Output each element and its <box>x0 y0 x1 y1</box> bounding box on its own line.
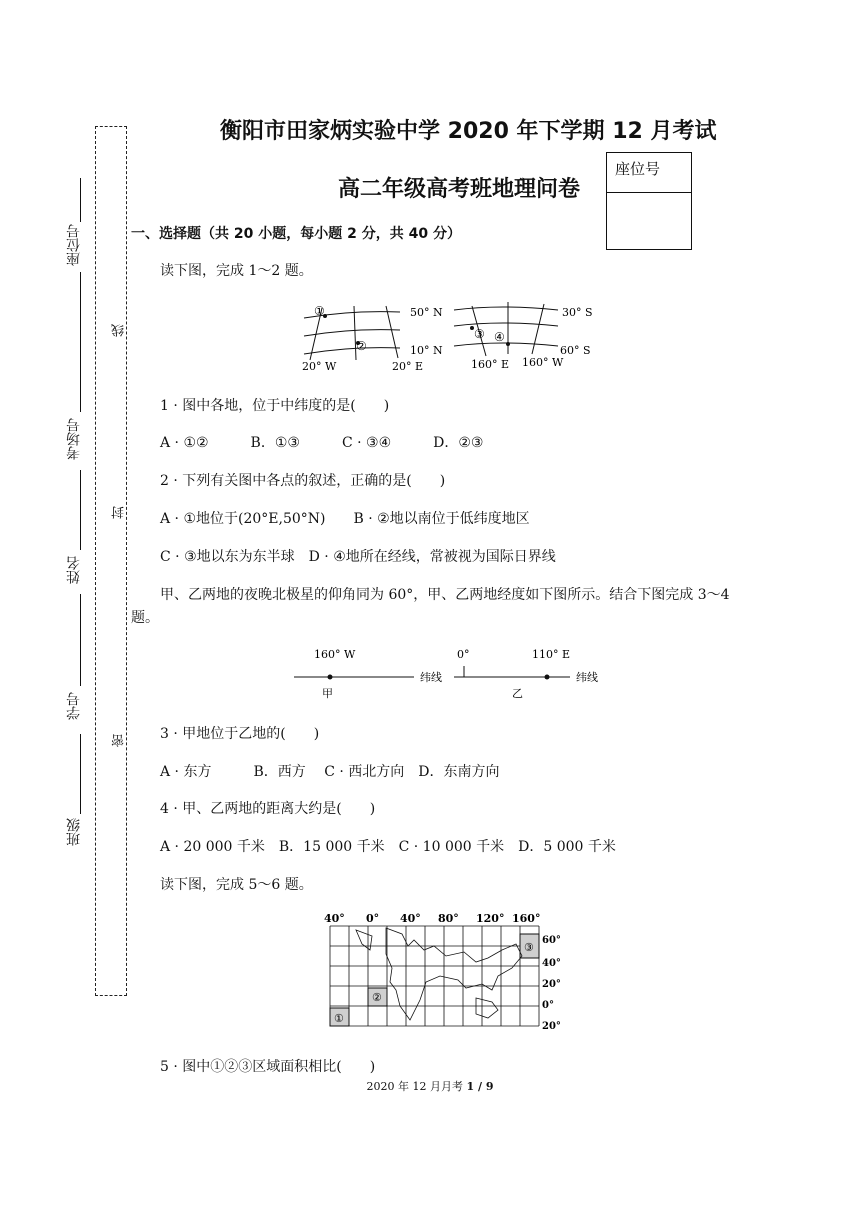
fig3-lon-120e: 120° <box>476 912 505 925</box>
seal-char-line: 线 <box>112 324 127 337</box>
fig1-point-4: ④ <box>494 330 505 344</box>
fig3-lat-60n: 60° <box>542 935 561 946</box>
fig1-point-2: ② <box>356 339 367 353</box>
fig1-lat-60s: 60° S <box>560 344 591 357</box>
question-3-stem: 3 · 甲地位于乙地的( ) <box>160 726 320 742</box>
fig1-point-1: ① <box>314 304 325 318</box>
intro-q3-4: 甲、乙两地的夜晚北极星的仰角同为 60°，甲、乙两地经度如下图所示。结合下图完成 3～4 题。 <box>131 587 730 626</box>
section-heading: 一、选择题（共 20 小题，每小题 2 分，共 40 分） <box>131 226 461 242</box>
fig3-lon-80e: 80° <box>438 912 459 925</box>
question-2-options-cd: C · ③地以东为东半球 D · ④地所在经线，常被视为国际日界线 <box>160 549 556 565</box>
question-2-stem: 2 · 下列有关图中各点的叙述，正确的是( ) <box>160 473 446 489</box>
binding-dashed-box <box>95 126 127 996</box>
seat-number-box <box>606 152 692 250</box>
question-3-options: A · 东方 B．西方 C · 西北方向 D．东南方向 <box>160 764 500 780</box>
fig2-jia-lon: 160° W <box>314 648 356 661</box>
fig1-point-3: ③ <box>474 327 485 341</box>
fig1-lon-160e: 160° E <box>471 358 510 371</box>
figure-world-grid-map <box>316 910 576 1034</box>
fig2-yi-lon-110e: 110° E <box>532 648 571 661</box>
fig3-region-2: ② <box>372 991 382 1004</box>
fig3-region-3: ③ <box>524 941 534 954</box>
binding-line-class <box>80 734 81 814</box>
fig2-yi-lon-0: 0° <box>457 648 470 661</box>
intro-q1-2: 读下图，完成 1～2 题。 <box>160 263 313 279</box>
fig3-lat-0: 0° <box>542 1000 554 1011</box>
question-4-options: A · 20 000 千米 B．15 000 千米 C · 10 000 千米 D．5 000 千米 <box>160 839 616 855</box>
footer-text: 2020 年 12 月月考 <box>366 1080 463 1093</box>
fig3-region-1: ① <box>334 1012 344 1025</box>
page-number: 1 / 9 <box>466 1080 494 1093</box>
figure-latitude-grid <box>296 296 596 376</box>
binding-field-name: 姓名 <box>66 556 82 584</box>
fig3-lat-40n: 40° <box>542 958 561 969</box>
binding-field-student-id: 学号 <box>66 692 82 720</box>
intro-q5-6: 读下图，完成 5～6 题。 <box>160 877 313 893</box>
binding-field-exam-room: 考场号 <box>66 418 82 460</box>
fig2-jia-name: 甲 <box>322 687 333 700</box>
exam-subtitle: 高二年级高考班地理问卷 <box>338 177 581 202</box>
question-1-options: A · ①② B．①③ C · ③④ D．②③ <box>160 435 484 451</box>
fig1-lat-30s: 30° S <box>562 306 593 319</box>
fig3-lon-40w: 40° <box>324 912 345 925</box>
fig1-lat-50n: 50° N <box>410 306 443 319</box>
fig3-lon-0: 0° <box>366 912 380 925</box>
seal-char-seal: 封 <box>112 506 127 519</box>
binding-line-seat <box>80 178 81 222</box>
fig2-yi-name: 乙 <box>512 687 523 700</box>
fig2-latline-left: 纬线 <box>420 671 442 684</box>
binding-field-class: 班级 <box>66 818 82 846</box>
fig3-lon-40e: 40° <box>400 912 421 925</box>
figure-longitude-lines <box>290 644 610 704</box>
question-1-stem: 1 · 图中各地，位于中纬度的是( ) <box>160 398 390 414</box>
seal-char-secret: 密 <box>112 734 127 747</box>
fig3-lon-160e: 160° <box>512 912 541 925</box>
seat-number-label: 座位号 <box>607 153 691 193</box>
binding-line-name <box>80 470 81 550</box>
question-4-stem: 4 · 甲、乙两地的距离大约是( ) <box>160 801 376 817</box>
fig1-lon-20w: 20° W <box>302 360 337 373</box>
fig1-lat-10n: 10° N <box>410 344 443 357</box>
binding-line-student-id <box>80 594 81 686</box>
exam-title: 衡阳市田家炳实验中学 2020 年下学期 12 月考试 <box>220 119 717 144</box>
fig2-latline-right: 纬线 <box>576 671 598 684</box>
fig1-lon-160w: 160° W <box>522 356 564 369</box>
question-5-stem: 5 · 图中①②③区域面积相比( ) <box>160 1059 376 1075</box>
binding-field-seat: 座位号 <box>66 224 82 266</box>
binding-line-exam-room <box>80 272 81 412</box>
question-2-options-ab: A · ①地位于(20°E,50°N) B · ②地以南位于低纬度地区 <box>160 511 530 527</box>
fig3-lat-20s: 20° <box>542 1021 561 1032</box>
page-footer <box>0 1078 860 1094</box>
fig3-lat-20n: 20° <box>542 979 561 990</box>
fig1-lon-20e: 20° E <box>392 360 424 373</box>
